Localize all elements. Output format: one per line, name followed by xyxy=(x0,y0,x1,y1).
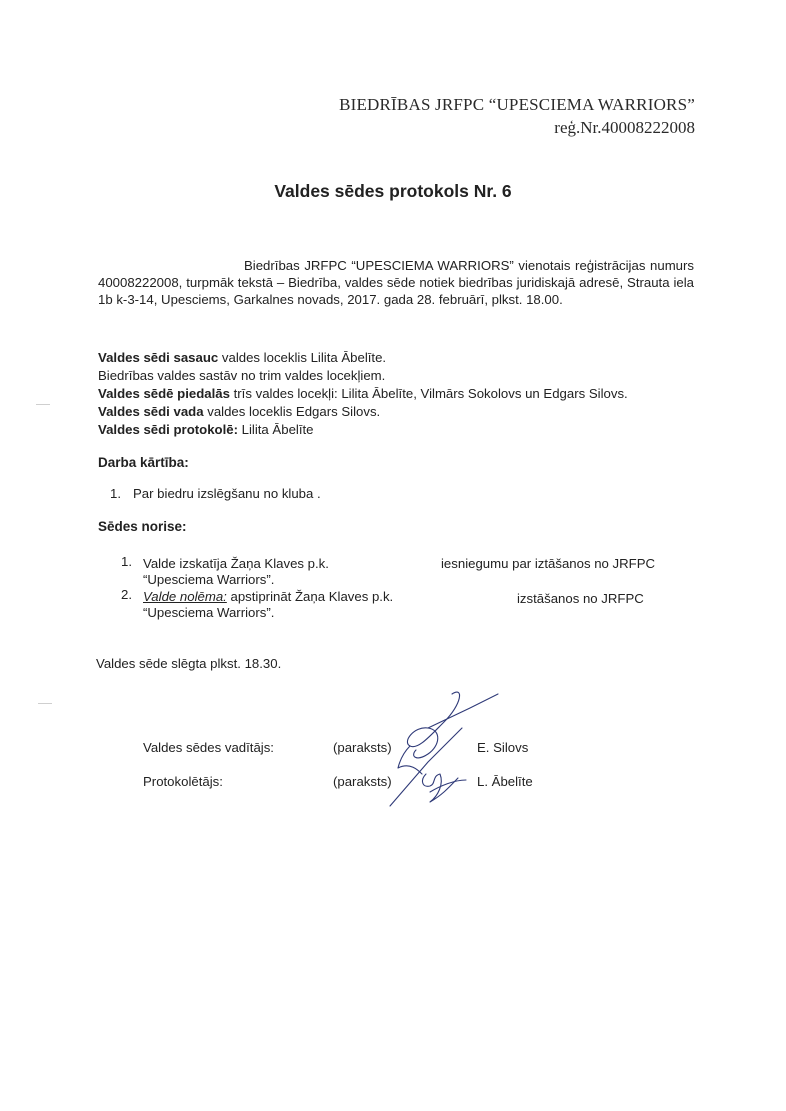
handwritten-signature xyxy=(370,688,510,813)
attendance-text: trīs valdes locekļi: Lilita Ābelīte, Vilmārs Sokolovs un Edgars Silovs. xyxy=(229,386,628,401)
signature-2-role: Protokolētājs: xyxy=(143,774,223,789)
registration-number: reģ.Nr.40008222008 xyxy=(554,118,695,137)
document-title: Valdes sēdes protokols Nr. 6 xyxy=(274,181,512,201)
attendance-line xyxy=(98,386,628,401)
convened-label: Valdes sēdi sasauc xyxy=(98,350,219,365)
chair-label: Valdes sēdi vada xyxy=(98,404,204,419)
scan-speck xyxy=(38,703,52,704)
decision-2-verb: Valde nolēma: xyxy=(143,589,227,604)
convened-line xyxy=(98,350,386,365)
signature-2-mark: (paraksts) xyxy=(333,774,392,789)
decision-2-text-line2: “Upesciema Warriors”. xyxy=(143,605,275,620)
intro-text: Biedrības JRFPC “UPESCIEMA WARRIORS” vienotais reģistrācijas numurs 40008222008, turpmāk tekstā – Biedrība, valdes sēde notiek biedrības juridiskajā adresē, Strauta iela 1b k-3-14, Upesciems, Garkalnes novads, 2017. gada 28. februārī, plkst. 18.00. xyxy=(98,258,694,308)
attendance-label: Valdes sēdē piedalās xyxy=(98,386,230,401)
decision-2-number: 2. xyxy=(121,587,132,602)
agenda-item-text: Par biedru izslēgšanu no kluba . xyxy=(133,486,321,501)
agenda-heading: Darba kārtība: xyxy=(98,455,189,470)
chair-line xyxy=(98,404,380,419)
scan-speck xyxy=(36,404,50,405)
organization-name: BIEDRĪBAS JRFPC “UPESCIEMA WARRIORS” xyxy=(339,95,695,114)
minutes-text: Lilita Ābelīte xyxy=(237,422,314,437)
signature-2-name: L. Ābelīte xyxy=(477,774,533,789)
closing-line: Valdes sēde slēgta plkst. 18.30. xyxy=(96,656,282,671)
chair-text: valdes loceklis Edgars Silovs. xyxy=(203,404,381,419)
minutes-label: Valdes sēdi protokolē: xyxy=(98,422,238,437)
convened-text: valdes loceklis Lilita Ābelīte. xyxy=(218,350,387,365)
minutes-line xyxy=(98,422,314,437)
decision-2-text-right: izstāšanos no JRFPC xyxy=(517,591,644,606)
decision-1-text-line2: “Upesciema Warriors”. xyxy=(143,572,275,587)
decision-1-number: 1. xyxy=(121,554,132,569)
signature-1-name: E. Silovs xyxy=(477,740,529,755)
decision-2-text xyxy=(143,589,393,604)
agenda-item-number: 1. xyxy=(110,486,121,501)
decision-1-text: Valde izskatīja Žaņa Klaves p.k. xyxy=(143,556,329,571)
intro-paragraph xyxy=(98,257,694,309)
proceedings-heading: Sēdes norise: xyxy=(98,519,187,534)
signature-1-role: Valdes sēdes vadītājs: xyxy=(143,740,274,755)
decision-1-text-right: iesniegumu par iztāšanos no JRFPC xyxy=(441,556,656,571)
decision-2-body: apstiprināt Žaņa Klaves p.k. xyxy=(226,589,394,604)
board-line: Biedrības valdes sastāv no trim valdes locekļiem. xyxy=(98,368,386,383)
signature-1-mark: (paraksts) xyxy=(333,740,392,755)
